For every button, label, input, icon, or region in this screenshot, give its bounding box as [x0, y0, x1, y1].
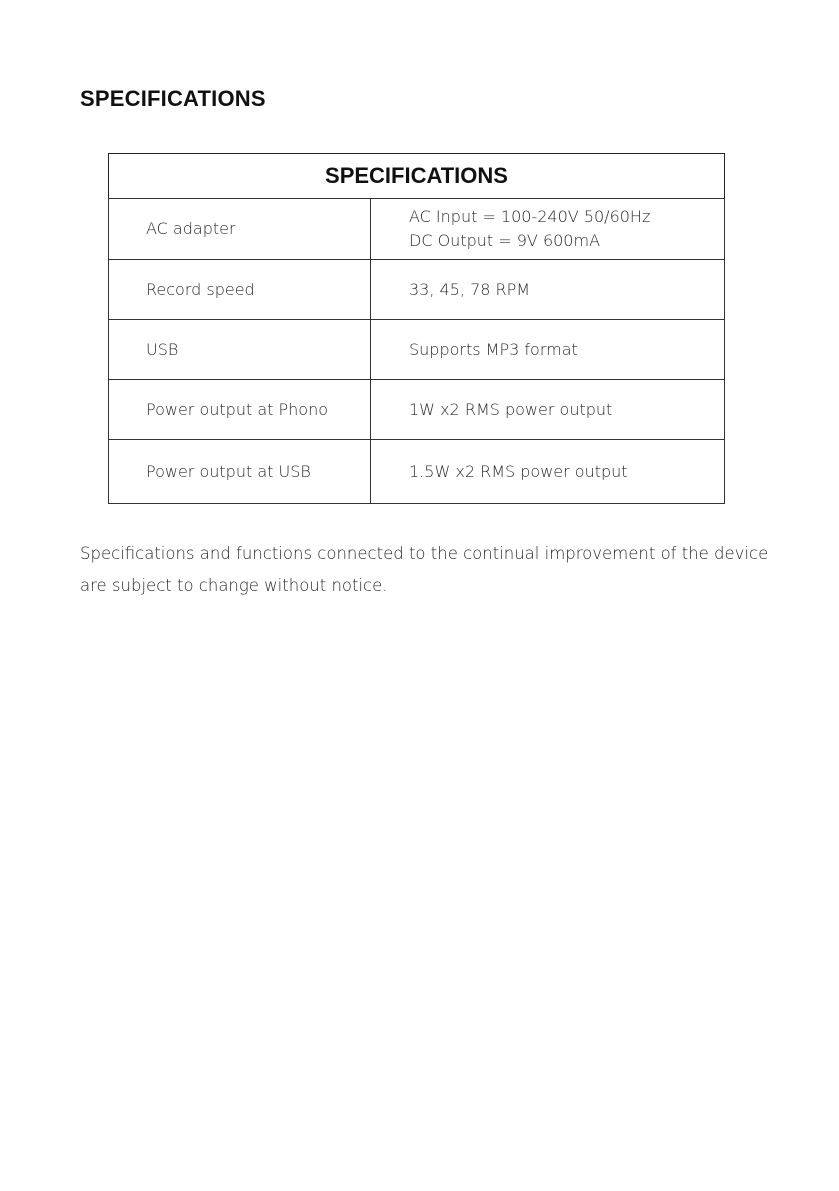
table-row [109, 440, 725, 504]
spec-value [371, 380, 725, 440]
table-row [109, 260, 725, 320]
specifications-table [108, 153, 725, 504]
footnote-text [80, 538, 780, 602]
spec-value [371, 320, 725, 380]
spec-value-line: DC Output = 9V 600mA [409, 231, 601, 250]
page-title: SPECIFICATIONS [80, 86, 266, 111]
spec-value [371, 440, 725, 504]
spec-label: Power output at USB [109, 440, 371, 504]
footnote-line: are subject to change without notice. [80, 576, 388, 595]
footnote-line: Specifications and functions connected to the continual improvement of the device [80, 544, 769, 563]
spec-value-line: 1W x2 RMS power output [409, 399, 613, 419]
spec-label: Power output at Phono [109, 380, 371, 440]
table-header: SPECIFICATIONS [109, 154, 725, 199]
spec-value [371, 260, 725, 320]
spec-label: Record speed [109, 260, 371, 320]
table-header-row [109, 154, 725, 199]
spec-label: AC adapter [109, 199, 371, 260]
spec-value-line: 33, 45, 78 RPM [409, 279, 531, 299]
spec-label: USB [109, 320, 371, 380]
spec-value [371, 199, 725, 260]
table-row [109, 320, 725, 380]
spec-value-line: Supports MP3 format [409, 339, 578, 359]
table-row [109, 380, 725, 440]
spec-value-line: 1.5W x2 RMS power output [409, 461, 628, 481]
table-row [109, 199, 725, 260]
spec-value-line: AC Input = 100-240V 50/60Hz [409, 207, 651, 226]
